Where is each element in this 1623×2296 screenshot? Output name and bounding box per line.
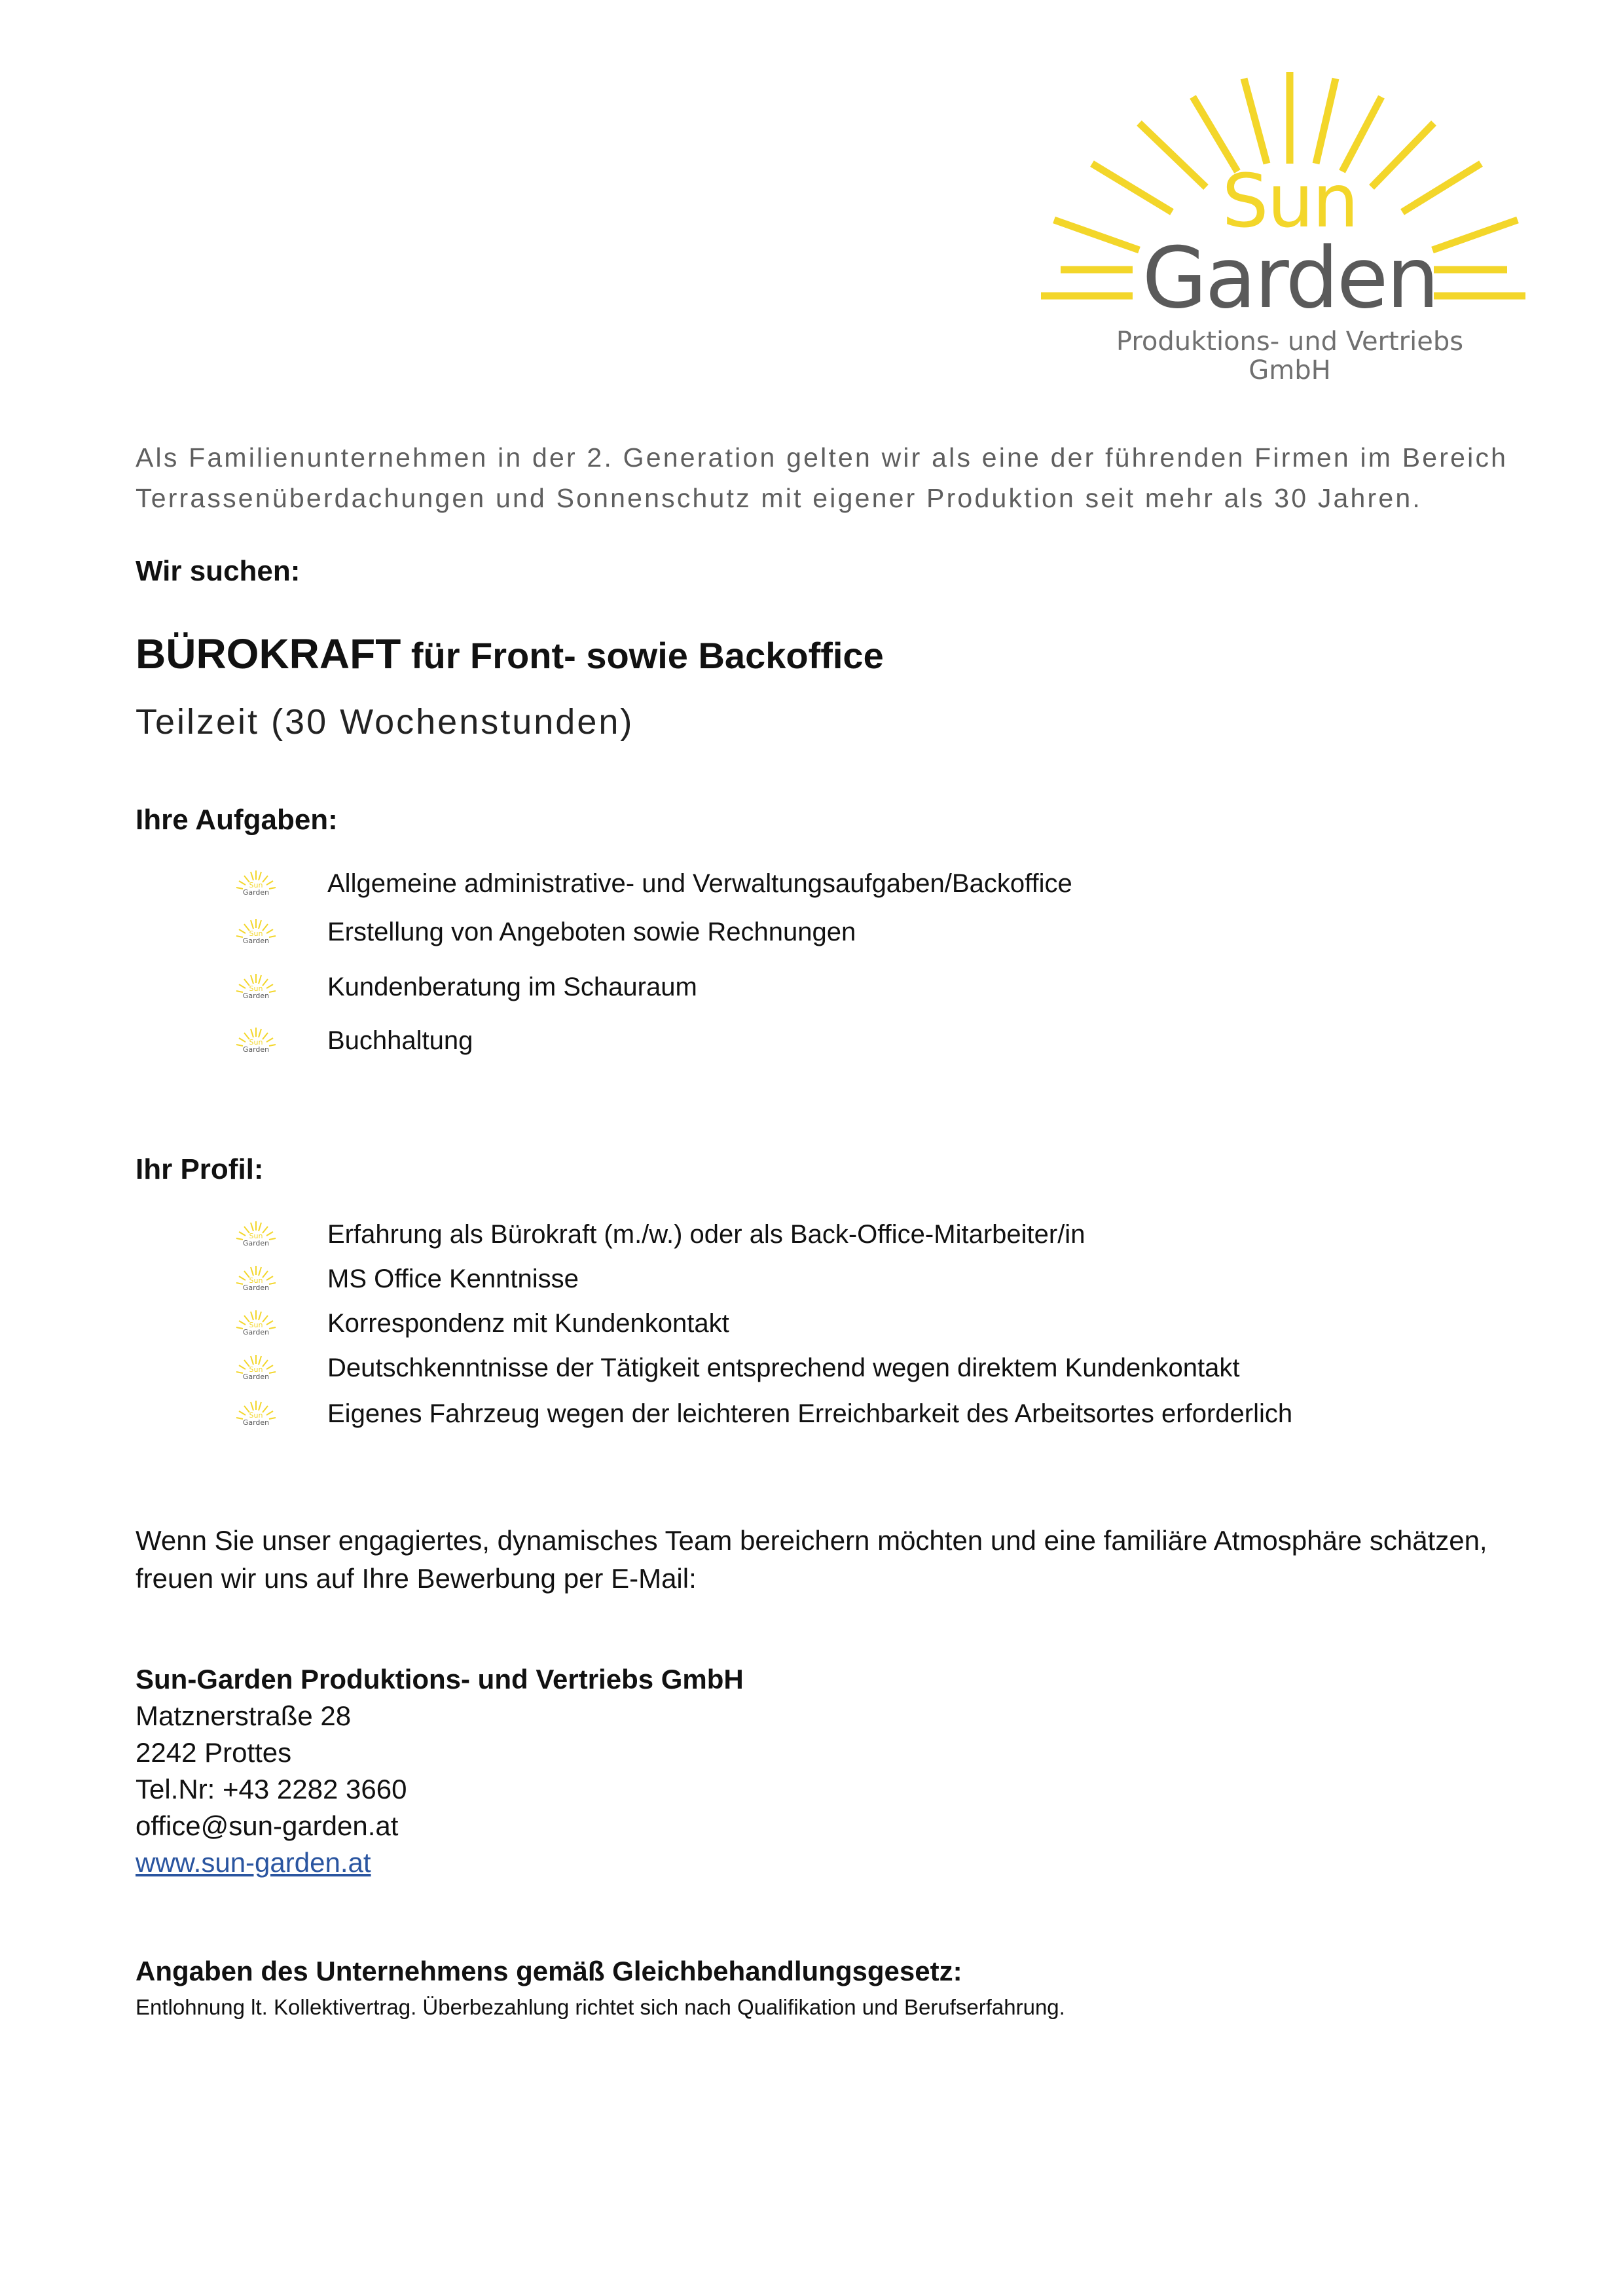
logo-garden-text: Garden [1142, 230, 1438, 327]
job-title [136, 630, 884, 678]
task-text: Kundenberatung im Schauraum [327, 973, 697, 1001]
sun-garden-bullet-icon [232, 916, 280, 945]
job-subtitle: Teilzeit (30 Wochenstunden) [136, 702, 634, 742]
profile-text: MS Office Kenntnisse [327, 1265, 579, 1293]
contact-block [136, 1661, 744, 1881]
svg-text:Sun: Sun [249, 1411, 263, 1420]
svg-text:Garden: Garden [242, 1283, 270, 1292]
svg-text:Sun: Sun [249, 1321, 263, 1329]
profile-text: Erfahrung als Bürokraft (m./w.) oder als Back-Office-Mitarbeiter/in [327, 1220, 1085, 1249]
company-logo [1041, 65, 1525, 386]
task-text: Erstellung von Angeboten sowie Rechnungen [327, 918, 856, 946]
svg-text:Garden: Garden [242, 1045, 270, 1054]
sun-garden-bullet-icon [232, 1308, 280, 1336]
sun-garden-bullet-icon [232, 971, 280, 1000]
job-title-main: BÜROKRAFT [136, 630, 401, 677]
contact-company: Sun-Garden Produktions- und Vertriebs GmbH [136, 1664, 744, 1695]
task-text: Buchhaltung [327, 1026, 473, 1055]
svg-text:Garden: Garden [242, 1418, 270, 1427]
svg-text:Garden: Garden [242, 1372, 270, 1381]
sun-garden-bullet-icon [232, 1219, 280, 1247]
search-label: Wir suchen: [136, 555, 301, 587]
svg-text:Garden: Garden [242, 888, 270, 897]
svg-text:Garden: Garden [242, 992, 270, 1000]
svg-text:Garden: Garden [242, 1239, 270, 1247]
svg-text:Garden: Garden [242, 1328, 270, 1336]
svg-text:Sun: Sun [249, 1365, 263, 1374]
contact-street: Matznerstraße 28 [136, 1700, 352, 1731]
job-title-rest: für Front- sowie Backoffice [401, 635, 884, 676]
intro-paragraph: Als Familienunternehmen in der 2. Generation gelten wir als eine der führenden Firmen im Bereich Terrassenüberdachungen und Sonnenschutz mit eigener Produktion seit mehr als 30 Jahren. [136, 442, 1508, 513]
sun-garden-bullet-icon [232, 1025, 280, 1054]
profile-heading: Ihr Profil: [136, 1153, 264, 1185]
legal-heading: Angaben des Unternehmens gemäß Gleichbehandlungsgesetz: [136, 1956, 962, 1986]
website-link[interactable]: www.sun-garden.at [136, 1847, 371, 1878]
svg-text:Sun: Sun [249, 881, 263, 889]
logo-subline: Produktions- und Vertriebs GmbH [1116, 327, 1464, 386]
sun-garden-bullet-icon [232, 1398, 280, 1427]
tasks-heading: Ihre Aufgaben: [136, 804, 338, 836]
sun-garden-bullet-icon [232, 868, 280, 897]
svg-text:Sun: Sun [249, 1232, 263, 1240]
contact-phone: Tel.Nr: +43 2282 3660 [136, 1774, 407, 1804]
legal-text: Entlohnung lt. Kollektivertrag. Überbezahlung richtet sich nach Qualifikation und Berufserfahrung. [136, 1995, 1065, 2019]
task-text: Allgemeine administrative- und Verwaltungsaufgaben/Backoffice [327, 869, 1072, 898]
profile-text: Korrespondenz mit Kundenkontakt [327, 1309, 729, 1338]
logo-sun-text: Sun [1222, 159, 1358, 244]
svg-text:Sun: Sun [249, 984, 263, 993]
profile-text: Eigenes Fahrzeug wegen der leichteren Erreichbarkeit des Arbeitsortes erforderlich [327, 1399, 1293, 1428]
svg-text:Sun: Sun [249, 1276, 263, 1285]
sun-garden-bullet-icon [232, 1352, 280, 1381]
svg-text:Garden: Garden [242, 937, 270, 945]
contact-email: office@sun-garden.at [136, 1810, 399, 1841]
svg-text:Sun: Sun [249, 929, 263, 938]
sun-garden-bullet-icon [232, 1263, 280, 1292]
profile-text: Deutschkenntnisse der Tätigkeit entsprechend wegen direktem Kundenkontakt [327, 1354, 1240, 1382]
contact-city: 2242 Prottes [136, 1737, 292, 1768]
closing-paragraph: Wenn Sie unser engagiertes, dynamisches Team bereichern möchten und eine familiäre Atmosphäre schätzen, freuen wir uns auf Ihre Bewerbung per E-Mail: [136, 1525, 1487, 1594]
svg-text:Sun: Sun [249, 1038, 263, 1047]
